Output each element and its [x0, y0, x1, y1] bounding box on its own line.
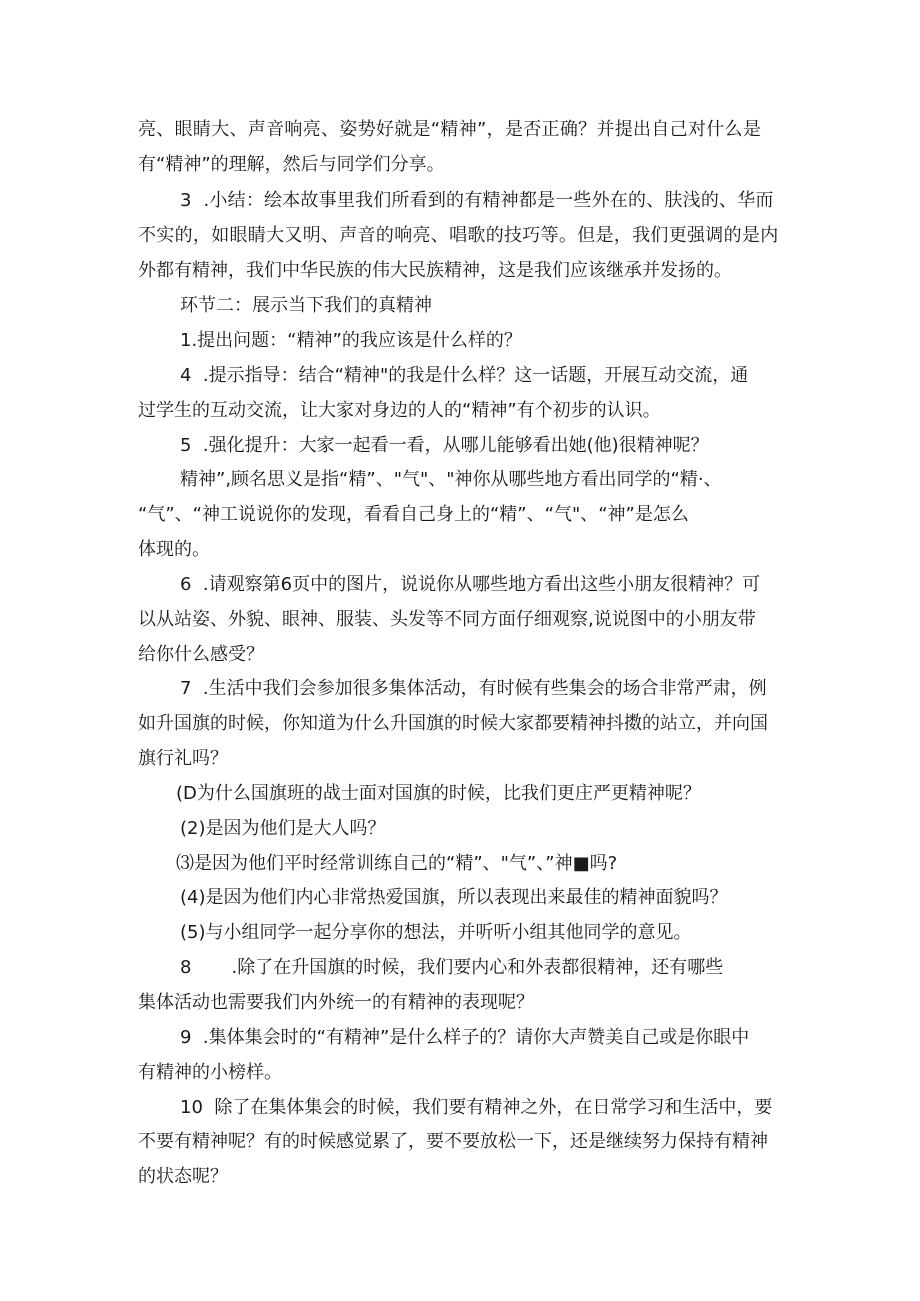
text-line: “气”、“神工说说你的发现，看看自己身上的“精”、“气"、“神”是怎么 — [138, 504, 689, 525]
list-item: ⑶是因为他们平时经常训练自己的“精”、"气”、”神■吗? — [176, 853, 618, 874]
text-line: 3 .小结：绘本故事里我们所看到的有精神都是一些外在的、肤浅的、华而 — [180, 190, 774, 211]
text-line: 有精神的小榜样。 — [138, 1062, 282, 1083]
text-line: 以从站姿、外貌、眼神、服装、头发等不同方面仔细观察,说说图中的小朋友带 — [138, 609, 756, 630]
text-line: 的状态呢？ — [138, 1166, 228, 1187]
text-line: 7 .生活中我们会参加很多集体活动，有时候有些集会的场合非常严肃，例 — [180, 678, 767, 699]
list-item: (2)是因为他们是大人吗？ — [180, 818, 386, 839]
text-line: 不要有精神呢？有的时候感觉累了，要不要放松一下，还是继续努力保持有精神 — [138, 1131, 768, 1152]
text-line: 集体活动也需要我们内外统一的有精神的表现呢？ — [138, 992, 534, 1013]
list-item: (D为什么国旗班的战士面对国旗的时候，比我们更庄严更精神呢？ — [176, 783, 701, 804]
section-heading: 环节二：展示当下我们的真精神 — [180, 295, 432, 316]
text-line: 4 .提示指导：结合“精神"的我是什么样？这一话题，开展互动交流，通 — [180, 365, 749, 386]
text-line: 体现的。 — [138, 539, 210, 560]
text-line: 如升国旗的时候，你知道为什么升国旗的时候大家都要精神抖擞的站立，并向国 — [138, 713, 768, 734]
text-line: 不实的，如眼睛大又明、声音的响亮、唱歌的技巧等。但是，我们更强调的是内 — [138, 225, 779, 246]
text-line: 1.提出问题：“精神”的我应该是什么样的？ — [180, 330, 522, 351]
text-line: 10 除了在集体集会的时候，我们要有精神之外，在日常学习和生活中，要 — [180, 1097, 773, 1118]
list-item: (5)与小组同学一起分享你的想法，并听听小组其他同学的意见。 — [180, 922, 692, 943]
text-line: 有“精神”的理解，然后与同学们分享。 — [138, 154, 445, 175]
text-line: 5 .强化提升：大家一起看一看，从哪儿能够看出她(他)很精神呢？ — [180, 435, 709, 456]
text-line: 9 .集体集会时的“有精神”是什么样子的？请你大声赞美自己或是你眼中 — [180, 1027, 750, 1048]
list-item: (4)是因为他们内心非常热爱国旗，所以表现出来最佳的精神面貌吗？ — [180, 887, 728, 908]
text-line: 给你什么感受？ — [138, 644, 264, 665]
text-line: 亮、眼睛大、声音响亮、姿势好就是“精神”，是否正确？并提出自己对什么是 — [138, 119, 762, 140]
text-line: 8 .除了在升国旗的时候，我们要内心和外表都很精神，还有哪些 — [180, 957, 724, 978]
text-line: 过学生的互动交流，让大家对身边的人的“精神”有个初步的认识。 — [138, 400, 661, 421]
text-line: 旗行礼吗？ — [138, 748, 228, 769]
text-line: 外都有精神，我们中华民族的伟大民族精神，这是我们应该继承并发扬的。 — [138, 260, 732, 281]
text-line: 6 .请观察第6页中的图片，说说你从哪些地方看出这些小朋友很精神？可 — [180, 574, 761, 595]
text-line: 精神”,顾名思义是指“精”、"气"、"神你从哪些地方看出同学的“精·、 — [180, 469, 722, 490]
